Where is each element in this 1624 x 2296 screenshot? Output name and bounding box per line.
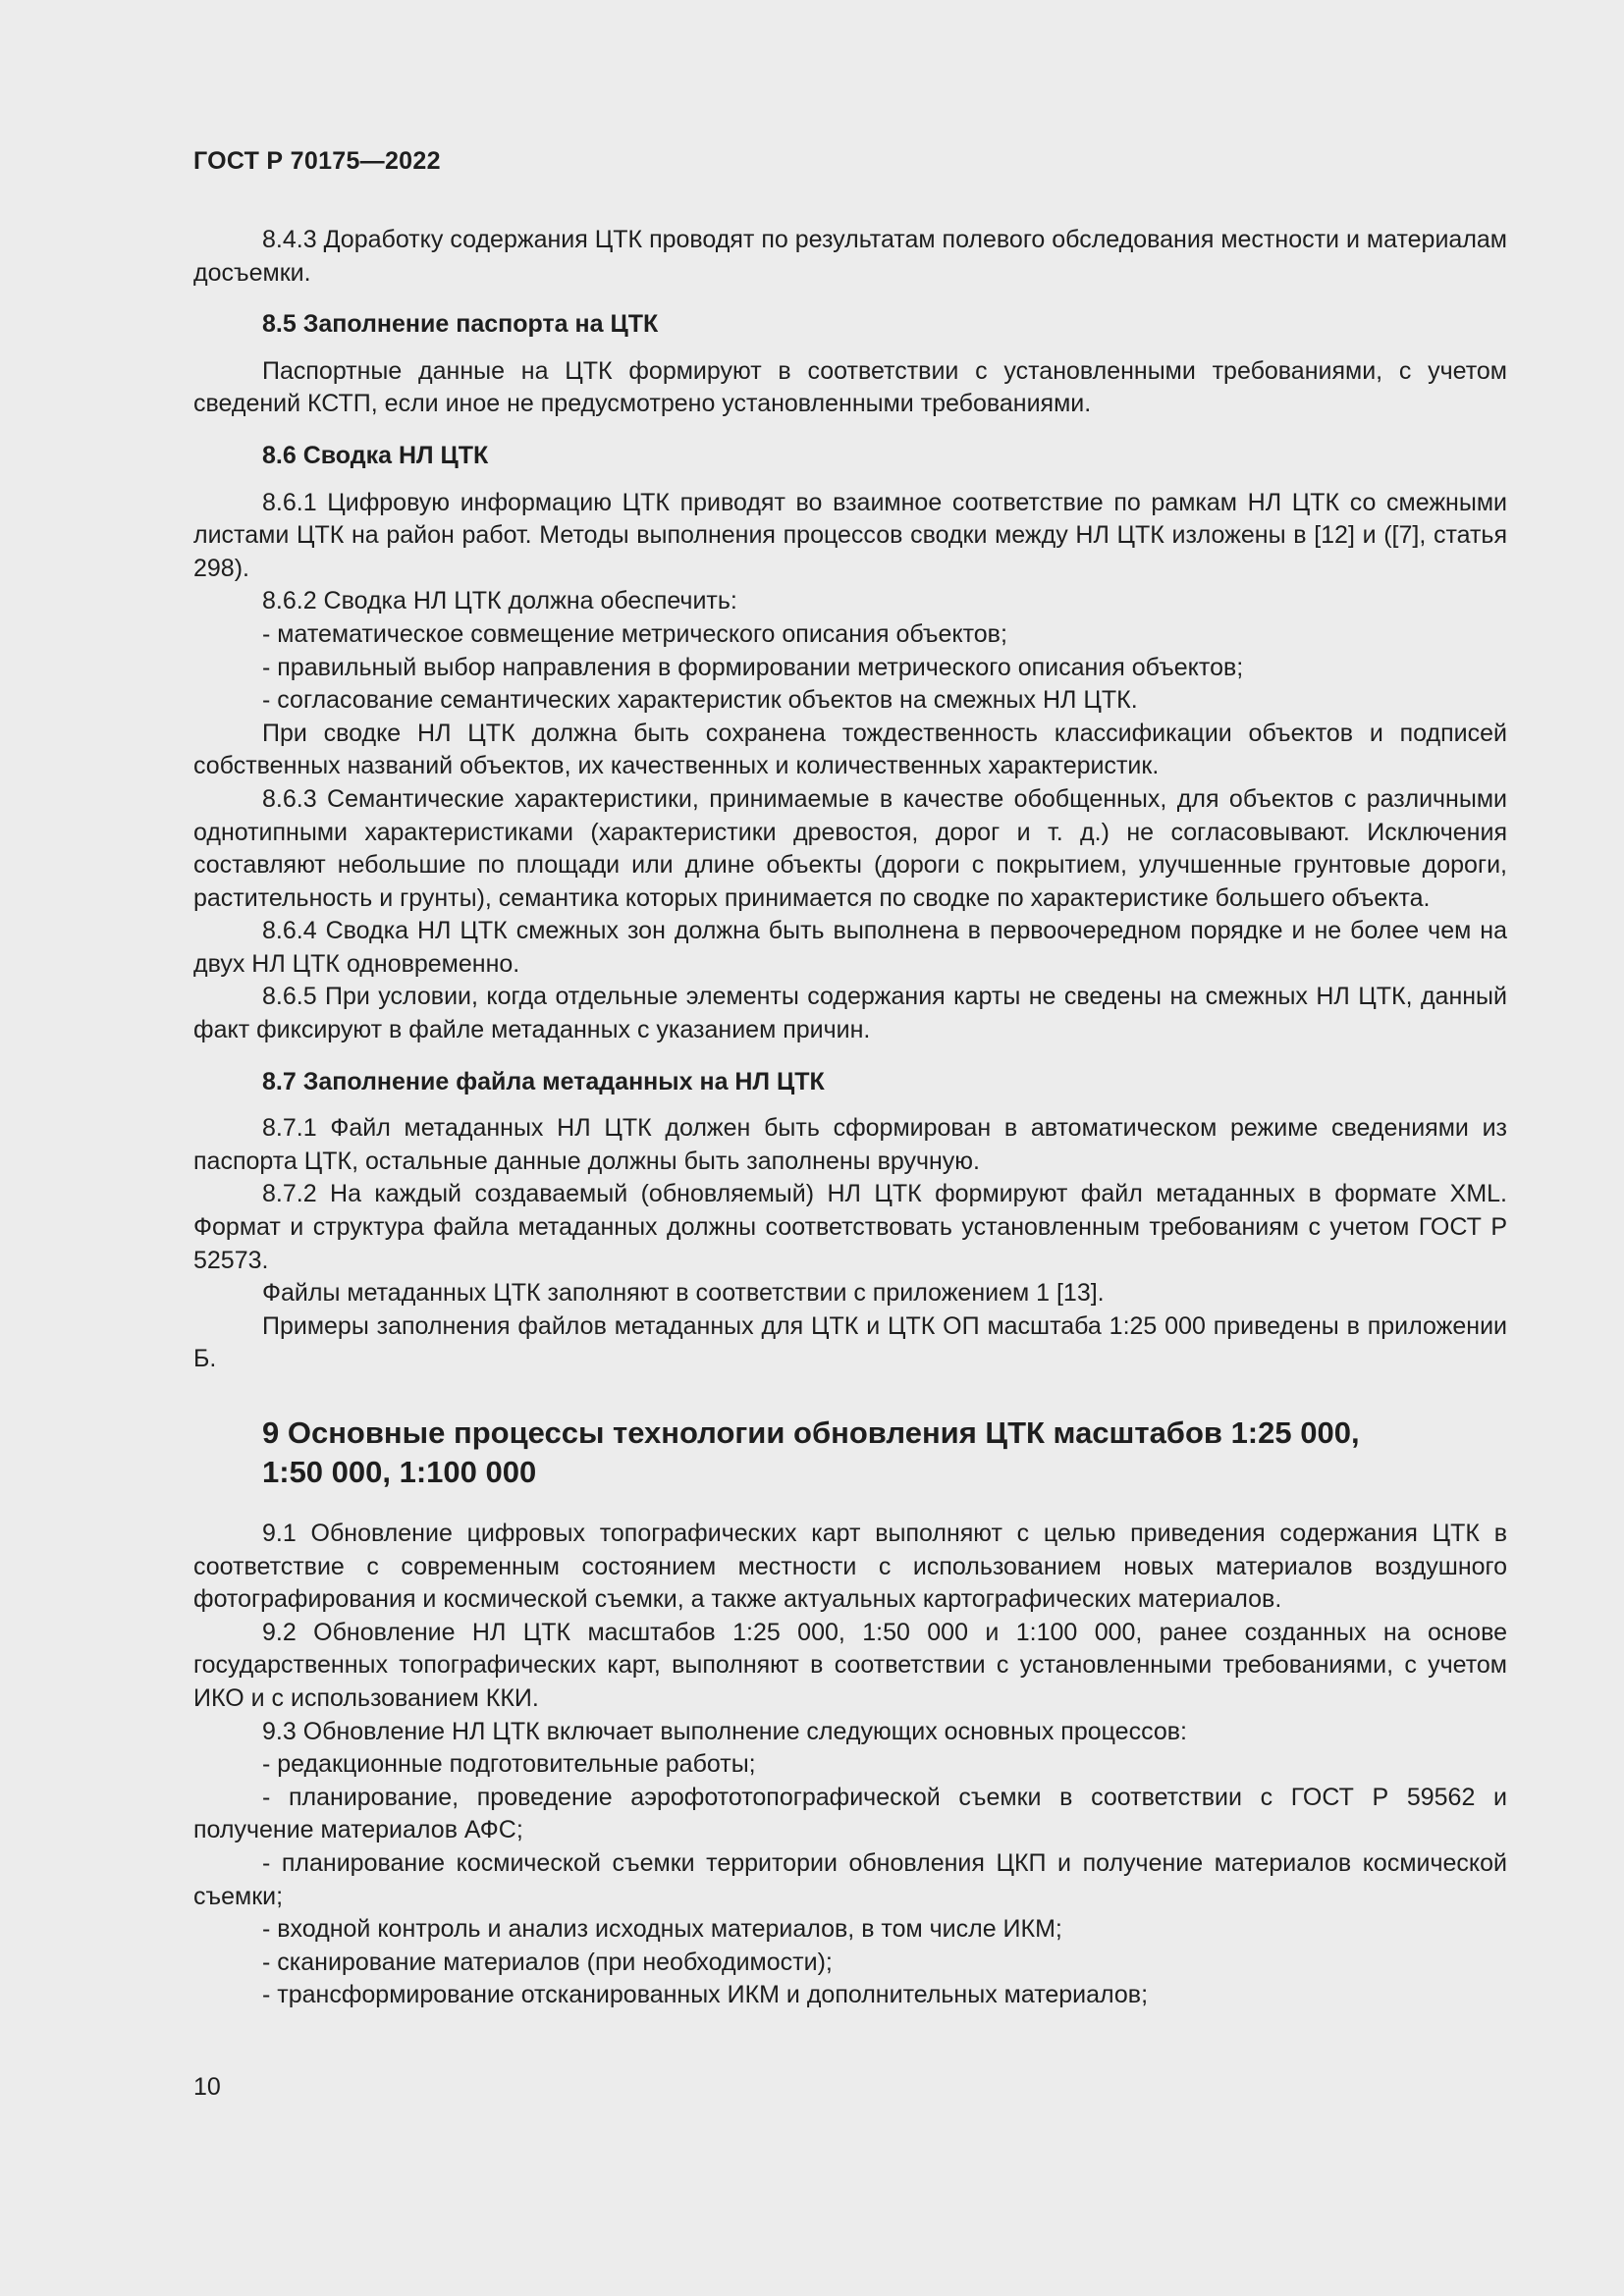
paragraph-8-7-2-examples: Примеры заполнения файлов метаданных для ЦТК и ЦТК ОП масштаба 1:25 000 приведены в приложении Б. — [193, 1311, 1507, 1373]
list-item-9-3-6: - трансформирование отсканированных ИКМ и дополнительных материалов; — [262, 1981, 1149, 2009]
section-heading-9 — [262, 1414, 1450, 1492]
page-body — [193, 224, 1507, 2012]
list-item-8-6-2-1: - математическое совмещение метрического описания объектов; — [262, 619, 1007, 648]
page-number: 10 — [193, 2073, 221, 2101]
list-item-9-3-2: - планирование, проведение аэрофототопографической съемки в соответствии с ГОСТ Р 59562 и получение материалов АФС; — [193, 1783, 1507, 1844]
paragraph-9-3: 9.3 Обновление НЛ ЦТК включает выполнение следующих основных процессов: — [262, 1717, 1187, 1745]
subsection-heading-8-7: 8.7 Заполнение файла метаданных на НЛ ЦТК — [262, 1067, 825, 1095]
list-item-9-3-4: - входной контроль и анализ исходных материалов, в том числе ИКМ; — [262, 1915, 1062, 1944]
paragraph-8-7-2-files: Файлы метаданных ЦТК заполняют в соответствии с приложением 1 [13]. — [262, 1279, 1105, 1308]
subsection-heading-8-6: 8.6 Сводка НЛ ЦТК — [262, 441, 489, 469]
list-item-9-3-5: - сканирование материалов (при необходимости); — [262, 1948, 833, 1976]
list-item-9-3-3: - планирование космической съемки территории обновления ЦКП и получение материалов космической съемки; — [193, 1848, 1507, 1910]
paragraph-8-6-5: 8.6.5 При условии, когда отдельные элементы содержания карты не сведены на смежных НЛ ЦТК, данный факт фиксируют в файле метаданных с указанием причин. — [193, 983, 1507, 1044]
paragraph-8-7-2: 8.7.2 На каждый создаваемый (обновляемый) НЛ ЦТК формируют файл метаданных в формате XML. Формат и структура файла метаданных должны соответствовать установленным требованиям с учетом ГОСТ Р 52573. — [193, 1180, 1507, 1274]
document-id-header: ГОСТ Р 70175—2022 — [193, 147, 441, 175]
section-heading-9-line-1: 9 Основные процессы технологии обновления ЦТК масштабов 1:25 000, — [262, 1415, 1360, 1450]
subsection-heading-8-5: 8.5 Заполнение паспорта на ЦТК — [262, 310, 659, 339]
paragraph-8-6-2-note: При сводке НЛ ЦТК должна быть сохранена тождественность классификации объектов и подписей собственных названий объектов, их качественных и количественных характеристик. — [193, 719, 1507, 780]
paragraph-9-2: 9.2 Обновление НЛ ЦТК масштабов 1:25 000, 1:50 000 и 1:100 000, ранее созданных на основе государственных топографических карт, выполняют в соответствии с установленными требованиями, с учетом ИКО и с использованием ККИ. — [193, 1618, 1507, 1712]
section-heading-9-line-2: 1:50 000, 1:100 000 — [262, 1455, 537, 1489]
paragraph-8-6-2: 8.6.2 Сводка НЛ ЦТК должна обеспечить: — [262, 587, 737, 615]
paragraph-8-4-3: 8.4.3 Доработку содержания ЦТК проводят по результатам полевого обследования местности и материалам досъемки. — [193, 226, 1507, 287]
paragraph-8-6-3: 8.6.3 Семантические характеристики, принимаемые в качестве обобщенных, для объектов с различными однотипными характеристиками (характеристики древостоя, дорог и т. д.) не согласовывают. Исключения составляют небольшие по площади или длине объекты (дороги с покрытием, улучшенные грунтовые дороги, растительность и грунты), семантика которых принимается по сводке по характеристике большего объекта. — [193, 784, 1507, 912]
paragraph-8-5: Паспортные данные на ЦТК формируют в соответствии с установленными требованиями, с учетом сведений КСТП, если иное не предусмотрено установленными требованиями. — [193, 356, 1507, 418]
paragraph-8-7-1: 8.7.1 Файл метаданных НЛ ЦТК должен быть сформирован в автоматическом режиме сведениями из паспорта ЦТК, остальные данные должны быть заполнены вручную. — [193, 1114, 1507, 1175]
paragraph-8-6-1: 8.6.1 Цифровую информацию ЦТК приводят во взаимное соответствие по рамкам НЛ ЦТК со смежными листами ЦТК на район работ. Методы выполнения процессов сводки между НЛ ЦТК изложены в [12] и ([7], статья 298). — [193, 488, 1507, 582]
paragraph-9-1: 9.1 Обновление цифровых топографических карт выполняют с целью приведения содержания ЦТК в соответствие с современным состоянием местности с использованием новых материалов воздушного фотографирования и космической съемки, а также актуальных картографических материалов. — [193, 1520, 1507, 1614]
list-item-8-6-2-2: - правильный выбор направления в формировании метрического описания объектов; — [262, 653, 1244, 681]
paragraph-8-6-4: 8.6.4 Сводка НЛ ЦТК смежных зон должна быть выполнена в первоочередном порядке и не более чем на двух НЛ ЦТК одновременно. — [193, 917, 1507, 978]
list-item-8-6-2-3: - согласование семантических характеристик объектов на смежных НЛ ЦТК. — [262, 686, 1138, 715]
list-item-9-3-1: - редакционные подготовительные работы; — [262, 1750, 756, 1779]
